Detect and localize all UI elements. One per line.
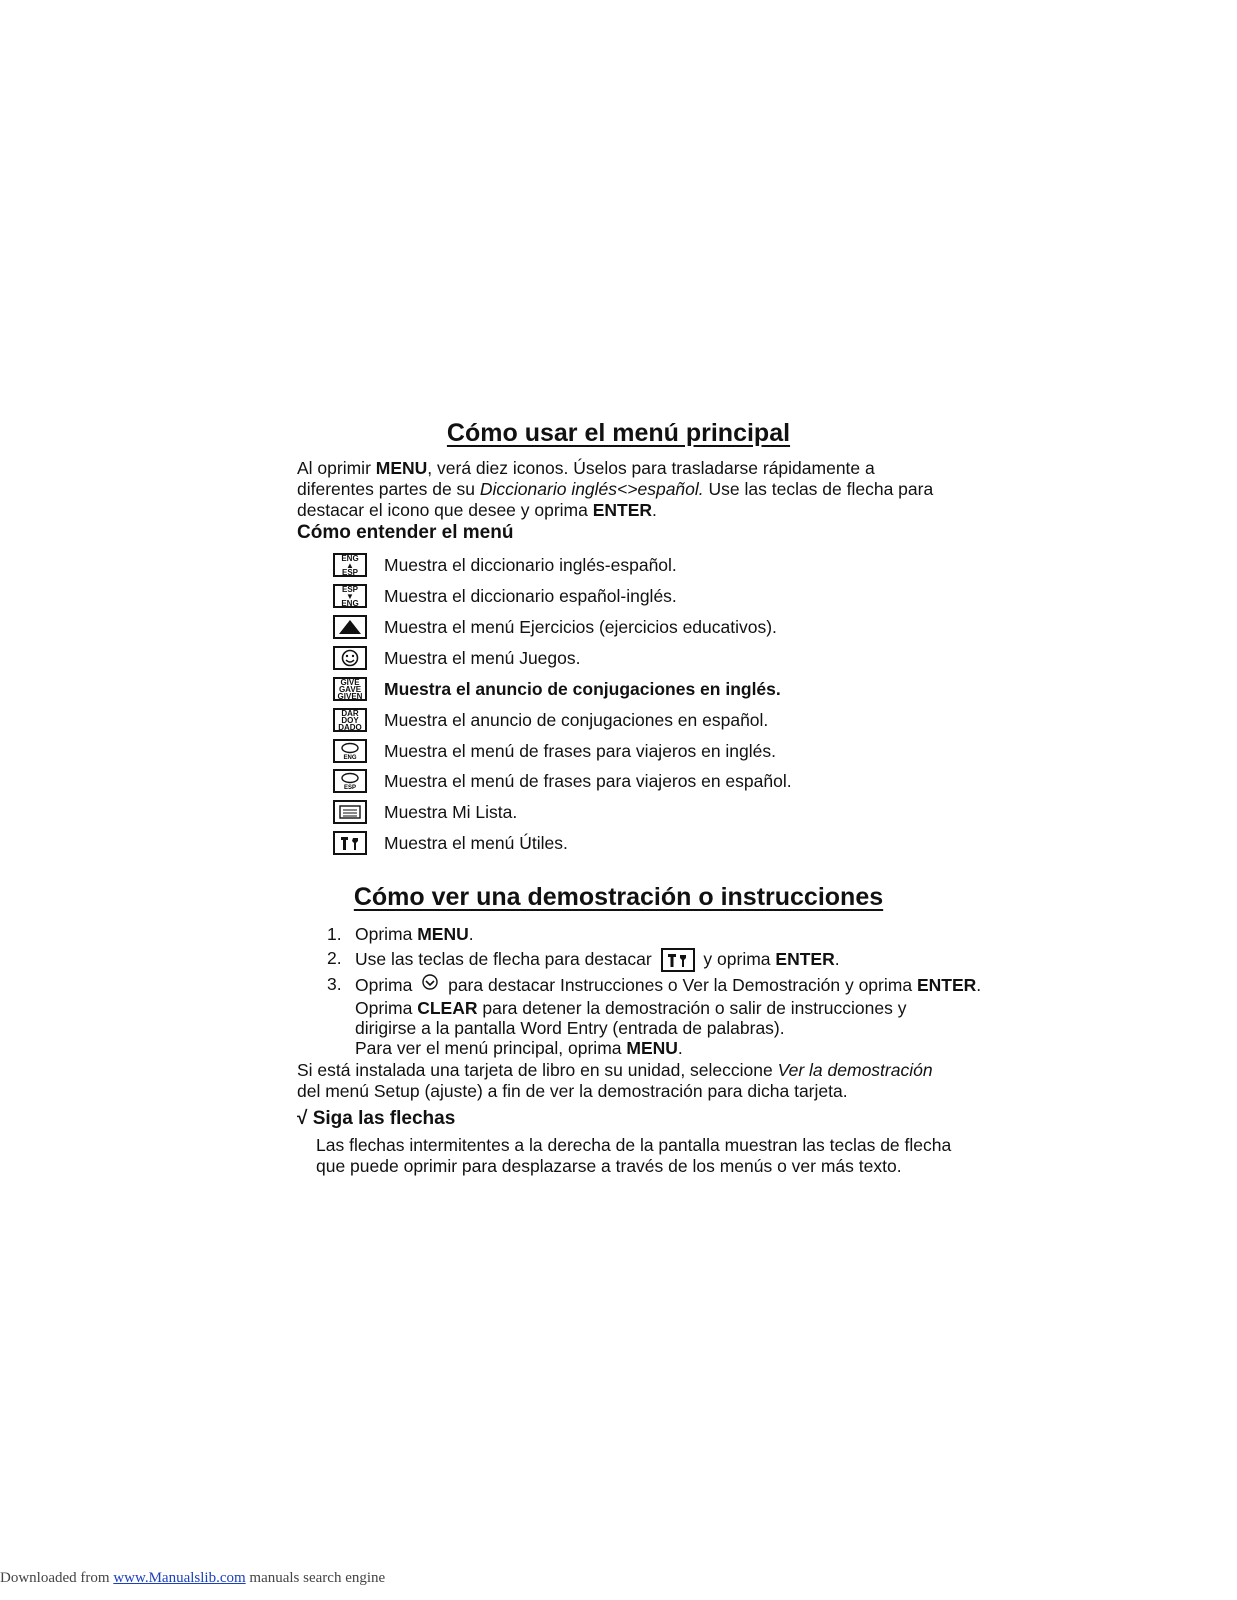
intro-paragraph — [297, 458, 947, 521]
intro-text: . — [652, 500, 657, 520]
step-number: 3. — [327, 974, 342, 994]
key-menu: MENU — [626, 1038, 678, 1058]
esp-eng-icon: ESP ▼ ENG — [333, 584, 367, 608]
menu-item — [333, 551, 677, 579]
menu-item — [333, 675, 781, 703]
eng-esp-icon: ENG ▲ ESP — [333, 553, 367, 577]
menu-item — [333, 767, 792, 795]
key-enter: ENTER — [592, 500, 653, 520]
menu-item-label: Muestra el anuncio de conjugaciones en español. — [384, 709, 769, 730]
menu-option-name: Ver la demostración — [777, 1060, 933, 1080]
conjugation-spanish-icon: DAR DOY DADO — [333, 708, 367, 732]
menu-item-label: Muestra el menú de frases para viajeros en español. — [384, 770, 792, 791]
footer-text: Downloaded from — [0, 1570, 114, 1586]
step-text: para detener la demostración o salir de instrucciones y — [477, 998, 907, 1018]
exercises-icon — [333, 615, 367, 639]
smiley-icon — [333, 646, 367, 670]
step-continuation — [355, 1018, 785, 1039]
tools-icon — [333, 831, 367, 855]
step-text: . — [834, 949, 840, 969]
menu-item — [333, 706, 768, 734]
phrases-english-icon — [333, 739, 367, 763]
key-clear: CLEAR — [417, 998, 478, 1018]
my-list-icon — [333, 800, 367, 824]
step-continuation — [355, 1038, 683, 1059]
footer-text: manuals search engine — [245, 1570, 386, 1586]
card-note — [297, 1060, 957, 1102]
menu-item — [333, 798, 517, 826]
menu-item-label: Muestra el anuncio de conjugaciones en inglés. — [384, 678, 781, 699]
key-enter: ENTER — [916, 975, 977, 995]
menu-item-label: Muestra el menú de frases para viajeros en inglés. — [384, 740, 777, 761]
menu-item-label: Muestra el diccionario inglés-español. — [384, 554, 677, 575]
step-text: . — [976, 975, 982, 995]
menu-item-label: Muestra el diccionario español-inglés. — [384, 585, 677, 606]
step-number: 1. — [327, 924, 342, 944]
arrows-text: Las flechas intermitentes a la derecha de la pantalla muestran las teclas de flecha — [316, 1135, 952, 1155]
menu-item-label: Muestra Mi Lista. — [384, 801, 518, 822]
step-text: dirigirse a la pantalla Word Entry (entrada de palabras). — [355, 1018, 785, 1038]
note-text: del menú Setup (ajuste) a fin de ver la demostración para dicha tarjeta. — [297, 1081, 848, 1101]
step-continuation — [355, 998, 907, 1019]
step-text: Para ver el menú principal, oprima — [355, 1038, 627, 1058]
section-title: Cómo ver una demostración o instrucciones — [353, 883, 884, 911]
arrows-text: que puede oprimir para desplazarse a través de los menús o ver más texto. — [316, 1156, 902, 1176]
svg-text:ENG: ENG — [343, 755, 357, 760]
menu-item-label: Muestra el menú Útiles. — [384, 832, 568, 853]
phrases-spanish-icon — [333, 769, 367, 793]
key-enter: ENTER — [775, 949, 835, 969]
note-text: Si está instalada una tarjeta de libro en su unidad, seleccione — [297, 1060, 778, 1080]
step-text: Oprima — [355, 924, 418, 944]
menu-item-label: Muestra el menú Ejercicios (ejercicios educativos). — [384, 616, 777, 637]
step-text: . — [468, 924, 474, 944]
menu-item — [333, 582, 677, 610]
menu-item-label: Muestra el menú Juegos. — [384, 647, 581, 668]
manualslib-link[interactable]: www.Manualslib.com — [113, 1570, 246, 1586]
menu-subheading: Cómo entender el menú — [297, 522, 514, 543]
step-text: para destacar Instrucciones o Ver la Demostración y oprima — [443, 975, 917, 995]
arrows-heading: √ Siga las flechas — [297, 1108, 456, 1129]
section-title: Cómo usar el menú principal — [446, 419, 791, 447]
tools-icon — [661, 948, 695, 972]
step-text: . — [677, 1038, 683, 1058]
intro-text: , verá diez iconos. Úselos para trasladarse rápidamente a diferentes partes de su — [297, 458, 875, 499]
key-menu: MENU — [417, 924, 469, 944]
step-text: Use las teclas de flecha para destacar — [355, 949, 657, 969]
svg-text:ESP: ESP — [343, 785, 357, 790]
download-footer — [0, 1570, 385, 1587]
key-menu: MENU — [375, 458, 428, 478]
step-text: Oprima — [355, 975, 418, 995]
conjugation-english-icon: GIVE GAVE GIVEN — [333, 677, 367, 701]
menu-item — [333, 829, 568, 857]
step-text: y oprima — [698, 949, 776, 969]
intro-text: Al oprimir — [297, 458, 376, 478]
product-name: Diccionario inglés<>español. — [479, 479, 704, 499]
menu-item — [333, 737, 776, 765]
step-text: Oprima — [355, 998, 418, 1018]
step-number: 2. — [327, 948, 342, 968]
down-arrow-key-icon — [420, 974, 440, 997]
intro-text: Use las teclas de flecha para destacar el icono que desee y oprima — [297, 479, 934, 520]
menu-item — [333, 644, 581, 672]
menu-item — [333, 613, 777, 641]
